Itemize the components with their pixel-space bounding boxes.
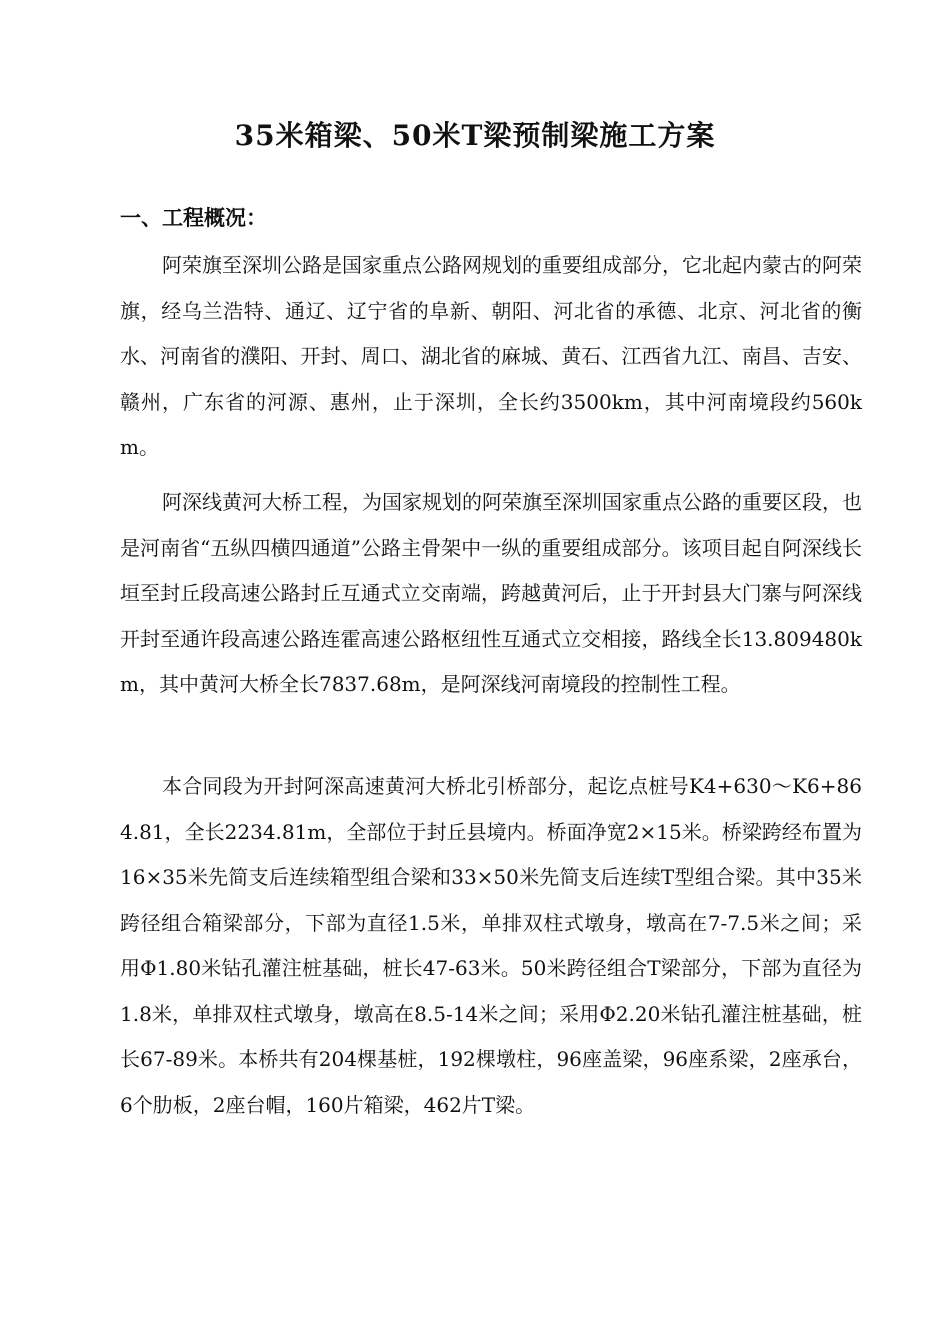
document-title: 35米箱梁、50米T梁预制梁施工方案 xyxy=(234,119,716,152)
paragraph-route-overview: 阿荣旗至深圳公路是国家重点公路网规划的重要组成部分，它北起内蒙古的阿荣旗，经乌兰浩特、通辽、辽宁省的阜新、朝阳、河北省的承德、北京、河北省的衡水、河南省的濮阳、开封、周口、湖北省的麻城、黄石、江西省九江、南昌、吉安、赣州，广东省的河源、惠州，止于深圳，全长约3500km，其中河南境段约560km。 xyxy=(120,253,862,459)
section-heading-overview: 一、工程概况： xyxy=(120,205,267,230)
paragraph-contract-section: 本合同段为开封阿深高速黄河大桥北引桥部分，起讫点桩号K4+630～K6+864.81，全长2234.81m，全部位于封丘县境内。桥面净宽2×15米。桥梁跨经布置为16×35米先简支后连续箱型组合梁和33×50米先简支后连续T型组合梁。其中35米跨径组合箱梁部分，下部为直径1.5米，单排双柱式墩身，墩高在7-7.5米之间；采用Φ1.80米钻孔灌注桩基础，桩长47-63米。50米跨径组合T梁部分，下部为直径为1.8米，单排双柱式墩身，墩高在8.5-14米之间；采用Φ2.20米钻孔灌注桩基础，桩长67-89米。本桥共有204棵基桩，192棵墩柱，96座盖梁，96座系梁，2座承台，6个肋板，2座台帽，160片箱梁，462片T梁。 xyxy=(120,774,862,1117)
paragraph-bridge-project: 阿深线黄河大桥工程，为国家规划的阿荣旗至深圳国家重点公路的重要区段，也是河南省“五纵四横四通道”公路主骨架中一纵的重要组成部分。该项目起自阿深线长垣至封丘段高速公路封丘互通式立交南端，跨越黄河后，止于开封县大门寨与阿深线开封至通许段高速公路连霍高速公路枢纽性互通式立交相接，路线全长13.809480km，其中黄河大桥全长7837.68m，是阿深线河南境段的控制性工程。 xyxy=(120,490,862,696)
